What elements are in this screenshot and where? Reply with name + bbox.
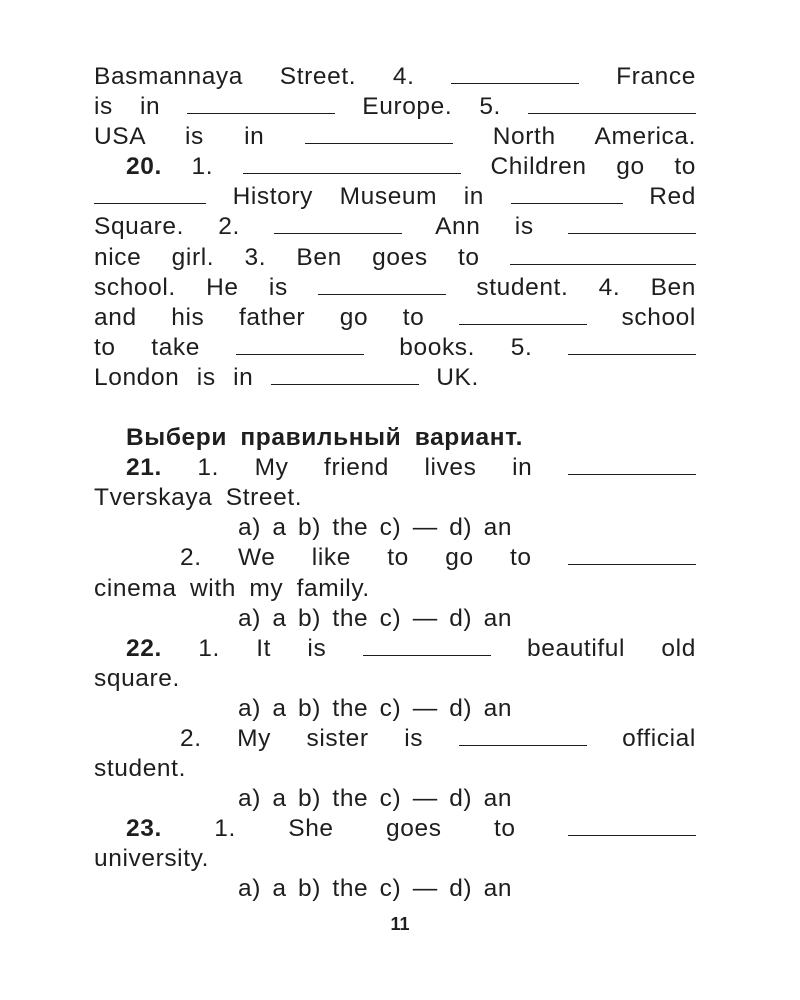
- ex20-line-4: nice girl. 3. Ben goes to: [94, 243, 696, 273]
- ex20-line-1: 20. 1. Children go to: [126, 153, 696, 181]
- answer-blank[interactable]: [511, 182, 623, 204]
- answer-blank[interactable]: [451, 62, 579, 84]
- ex20-line-2: History Museum in Red: [94, 182, 696, 212]
- exercise-number: 23.: [126, 815, 162, 843]
- answer-blank[interactable]: [459, 724, 587, 746]
- ex21-q1-line-2: Tverskaya Street.: [94, 484, 303, 512]
- answer-blank[interactable]: [94, 182, 206, 204]
- exercise-number: 21.: [126, 454, 162, 482]
- answer-blank[interactable]: [271, 363, 419, 385]
- ex19-line-3: USA is in North America.: [94, 123, 696, 151]
- ex20-line-3: Square. 2. Ann is: [94, 212, 696, 242]
- ex20-line-7: to take books. 5.: [94, 333, 696, 363]
- answer-blank[interactable]: [243, 152, 461, 174]
- ex21-q1-line-1: 21. 1. My friend lives in: [94, 453, 696, 483]
- answer-blank[interactable]: [528, 92, 696, 114]
- answer-options[interactable]: a) a b) the c) — d) an: [238, 604, 513, 632]
- exercise-number: 20.: [126, 153, 162, 181]
- answer-blank[interactable]: [305, 122, 453, 144]
- answer-options[interactable]: a) a b) the c) — d) an: [238, 694, 513, 722]
- answer-blank[interactable]: [187, 92, 335, 114]
- ex21-q2-line-1: 2. We like to go to: [94, 543, 696, 573]
- ex22-q1-line-2: square.: [94, 664, 180, 692]
- answer-blank[interactable]: [318, 273, 446, 295]
- answer-blank[interactable]: [568, 212, 696, 234]
- page-number: 11: [390, 914, 410, 934]
- ex20-line-6: and his father go to school: [94, 303, 696, 331]
- answer-blank[interactable]: [459, 303, 587, 325]
- answer-blank[interactable]: [274, 212, 402, 234]
- answer-blank[interactable]: [568, 453, 696, 475]
- answer-options[interactable]: a) a b) the c) — d) an: [238, 875, 513, 903]
- section-gap: [94, 393, 696, 423]
- answer-blank[interactable]: [568, 543, 696, 565]
- exercise-number: 22.: [126, 634, 162, 662]
- ex19-line-1: Basmannaya Street. 4. France: [94, 63, 696, 90]
- ex20-line-5: school. He is student. 4. Ben: [94, 273, 696, 301]
- answer-blank[interactable]: [236, 333, 364, 355]
- answer-options[interactable]: a) a b) the c) — d) an: [238, 785, 513, 813]
- answer-blank[interactable]: [363, 634, 491, 656]
- ex22-q2-line-1: 2. My sister is official: [180, 724, 696, 752]
- ex22-q1-line-1: 22. 1. It is beautiful old: [126, 634, 696, 662]
- ex21-q2-line-2: cinema with my family.: [94, 574, 370, 602]
- ex19-line-2: is in Europe. 5.: [94, 92, 696, 122]
- answer-blank[interactable]: [510, 243, 696, 265]
- ex22-q2-line-2: student.: [94, 755, 186, 783]
- answer-blank[interactable]: [568, 333, 696, 355]
- ex20-line-8: London is in UK.: [94, 363, 479, 391]
- ex23-q1-line-2: university.: [94, 845, 210, 873]
- answer-options[interactable]: a) a b) the c) — d) an: [238, 514, 513, 542]
- ex23-q1-line-1: 23. 1. She goes to: [94, 814, 696, 844]
- answer-blank[interactable]: [568, 814, 696, 836]
- exercise-page: [94, 62, 696, 905]
- section-heading: Выбери правильный вариант.: [126, 424, 524, 452]
